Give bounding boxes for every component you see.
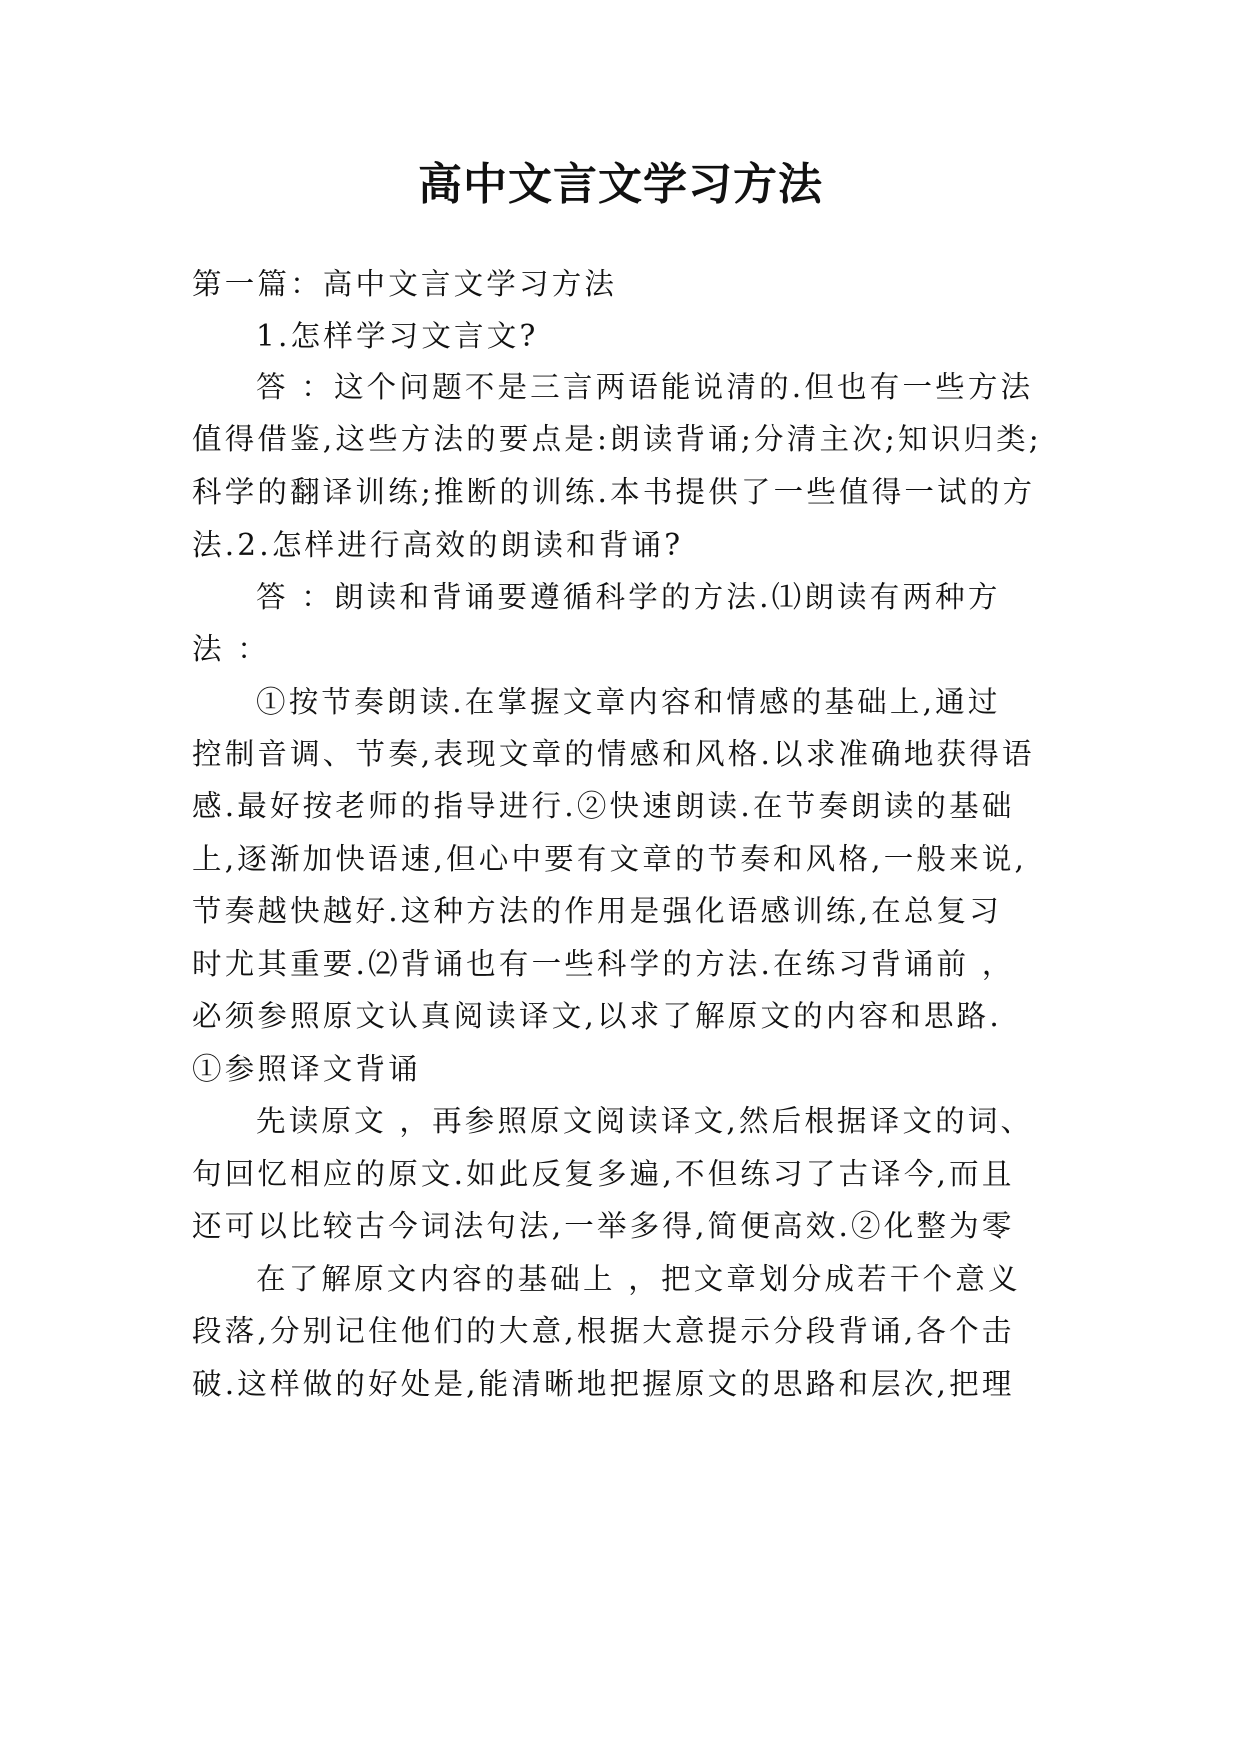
- text-line: 1.怎样学习文言文?: [256, 319, 539, 353]
- text-line: 先读原文 ，再参照原文阅读译文,然后根据译文的词、: [256, 1104, 1034, 1138]
- text-line: 感.最好按老师的指导进行.②快速朗读.在节奏朗读的基础: [192, 789, 1015, 823]
- text-line: 控制音调、节奏,表现文章的情感和风格.以求准确地获得语: [192, 737, 1035, 771]
- text-line: ①按节奏朗读.在掌握文章内容和情感的基础上,通过: [256, 685, 1001, 719]
- text-line: 还可以比较古今词法句法,一举多得,简便高效.②化整为零: [192, 1209, 1015, 1243]
- text-line: 破.这样做的好处是,能清晰地把握原文的思路和层次,把理: [192, 1367, 1015, 1401]
- text-line: 答 ：这个问题不是三言两语能说清的.但也有一些方法: [256, 370, 1034, 404]
- text-line: 段落,分别记住他们的大意,根据大意提示分段背诵,各个击: [192, 1314, 1015, 1348]
- text-line: 节奏越快越好.这种方法的作用是强化语感训练,在总复习: [192, 894, 1002, 928]
- text-line: 必须参照原文认真阅读译文,以求了解原文的内容和思路.: [192, 999, 1002, 1033]
- text-line: 值得借鉴,这些方法的要点是:朗读背诵;分清主次;知识归类;: [192, 422, 1042, 456]
- text-line: 科学的翻译训练;推断的训练.本书提供了一些值得一试的方: [192, 475, 1036, 509]
- document-title: 高中文言文学习方法: [418, 159, 823, 210]
- text-line: 在了解原文内容的基础上 ，把文章划分成若干个意义: [256, 1262, 1021, 1296]
- text-line: 第一篇：高中文言文学习方法: [192, 267, 618, 301]
- text-line: 时尤其重要.⑵背诵也有一些科学的方法.在练习背诵前 ，: [192, 947, 1015, 981]
- text-line: 上,逐渐加快语速,但心中要有文章的节奏和风格,一般来说,: [192, 842, 1028, 876]
- text-line: 法 ：: [192, 632, 270, 666]
- text-line: 答 ：朗读和背诵要遵循科学的方法.⑴朗读有两种方: [256, 580, 1001, 614]
- text-line: ①参照译文背诵: [192, 1052, 421, 1086]
- text-line: 句回忆相应的原文.如此反复多遍,不但练习了古译今,而且: [192, 1157, 1015, 1191]
- text-line: 法.2.怎样进行高效的朗读和背诵?: [192, 528, 684, 562]
